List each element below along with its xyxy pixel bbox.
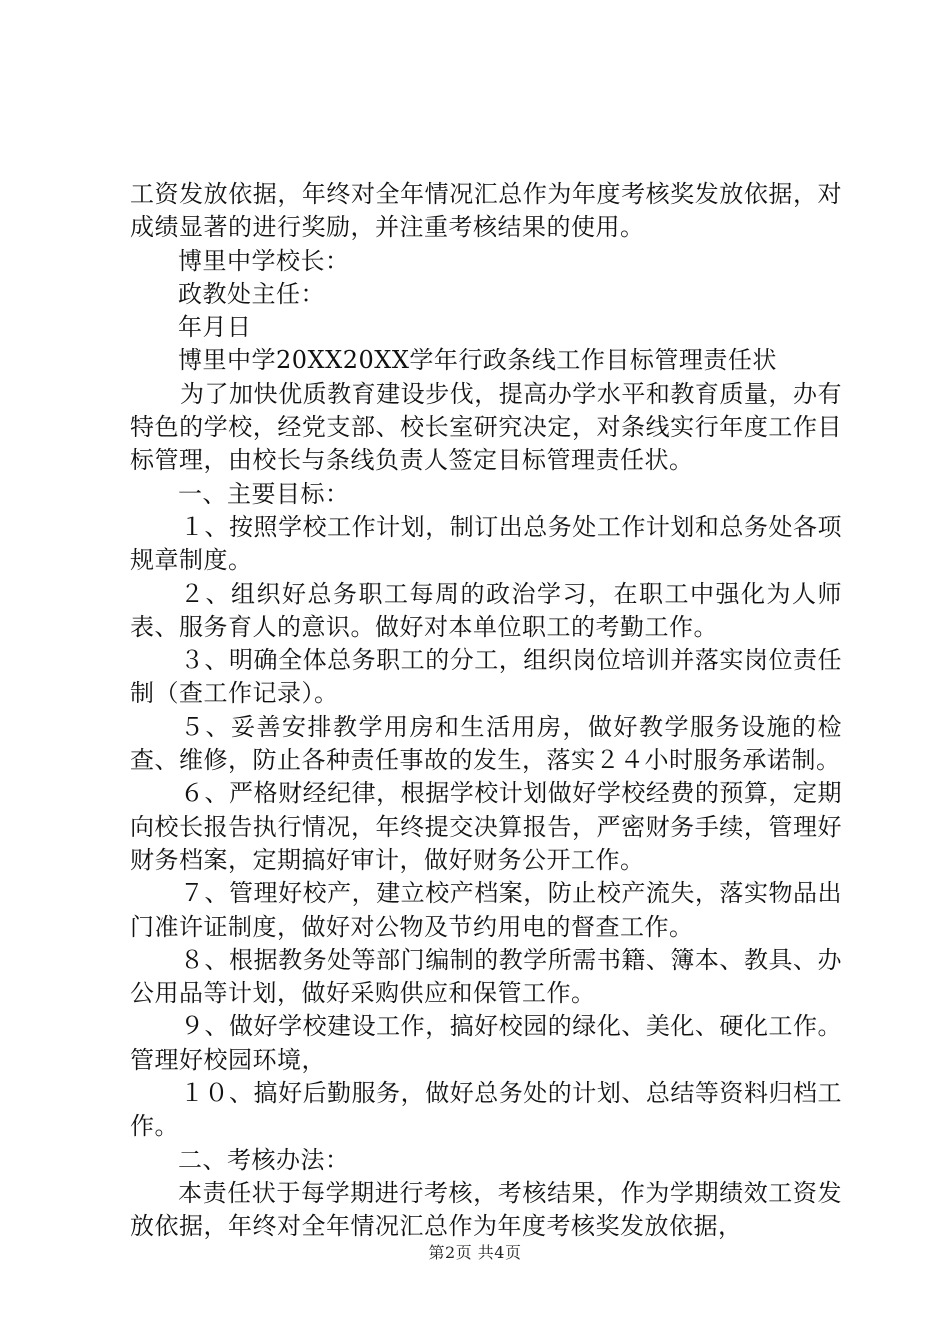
signature-director: 政教处主任：: [178, 279, 325, 308]
goal-item-6: ６、严格财经纪律，根据学校计划做好学校经费的预算，定期向校长报告执行情况，年终提交决算报告，严密财务手续，管理好财务档案，定期搞好审计，做好财务公开工作。: [130, 779, 842, 874]
goal-item-7: ７、管理好校产，建立校产档案，防止校产流失，落实物品出门准许证制度，做好对公物及节约用电的督查工作。: [130, 879, 842, 941]
goal-item-3: ３、明确全体总务职工的分工，组织岗位培训并落实岗位责任制（查工作记录）。: [130, 646, 842, 708]
goal-item-8: ８、根据教务处等部门编制的教学所需书籍、簿本、教具、办公用品等计划，做好采购供应和保管工作。: [130, 945, 842, 1008]
goal-item-5: ５、妥善安排教学用房和生活用房，做好教学服务设施的检查、维修，防止各种责任事故的发生，落实２４小时服务承诺制。: [130, 712, 842, 775]
heading-main-goals: 一、主要目标：: [178, 479, 350, 508]
heading-assessment: 二、考核办法：: [178, 1145, 350, 1174]
paragraph-continued: 工资发放依据，年终对全年情况汇总作为年度考核奖发放依据，对成绩显著的进行奖励，并注重考核结果的使用。: [130, 180, 842, 242]
goal-item-10: １０、搞好后勤服务，做好总务处的计划、总结等资料归档工作。: [130, 1079, 842, 1141]
document-body: [130, 178, 842, 1244]
goal-item-1: １、按照学校工作计划，制订出总务处工作计划和总务处各项规章制度。: [130, 512, 842, 575]
signature-principal: 博里中学校长：: [178, 246, 350, 275]
goal-item-9: ９、做好学校建设工作，搞好校园的绿化、美化、硬化工作。管理好校园环境，: [130, 1012, 842, 1074]
goal-item-2: ２、组织好总务职工每周的政治学习，在职工中强化为人师表、服务育人的意识。做好对本单位职工的考勤工作。: [130, 579, 842, 641]
assessment-paragraph: 本责任状于每学期进行考核，考核结果，作为学期绩效工资发放依据，年终对全年情况汇总作为年度考核奖发放依据，: [130, 1178, 842, 1241]
page-number-footer: 第2页 共4页: [428, 1243, 522, 1262]
signature-date: 年月日: [178, 313, 252, 342]
section-title: 博里中学20XX20XX学年行政条线工作目标管理责任状: [178, 346, 777, 375]
intro-paragraph: 为了加快优质教育建设步伐，提高办学水平和教育质量，办有特色的学校，经党支部、校长室研究决定，对条线实行年度工作目标管理，由校长与条线负责人签定目标管理责任状。: [130, 379, 842, 475]
